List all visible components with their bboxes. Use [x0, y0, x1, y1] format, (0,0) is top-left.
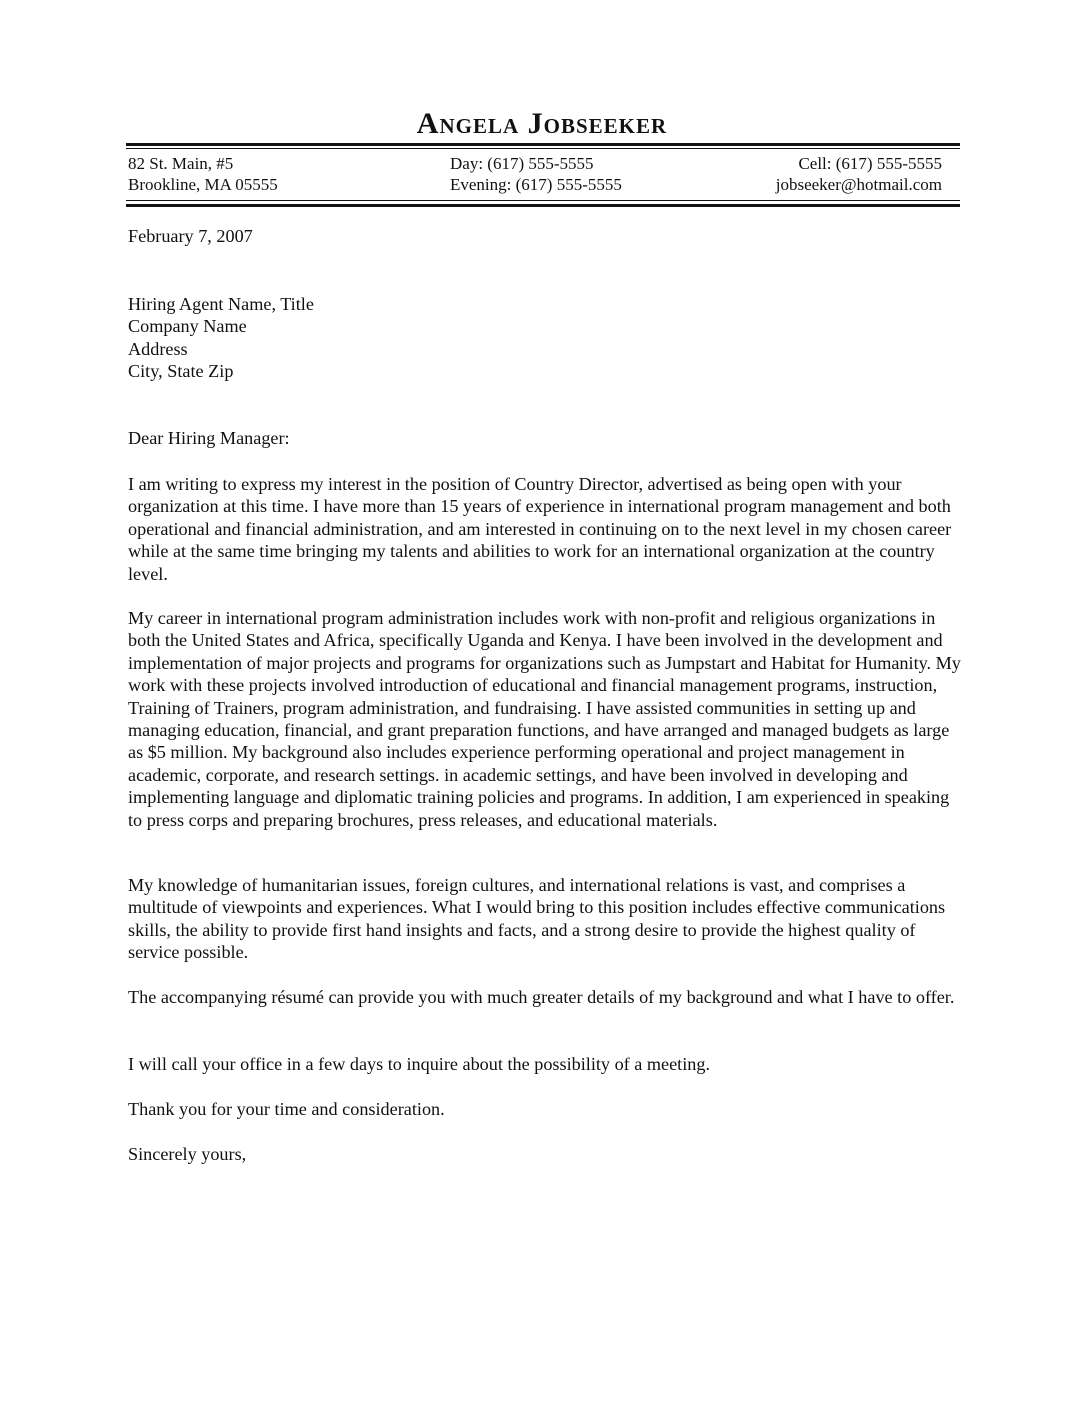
- paragraph-follow-up: I will call your office in a few days to inquire about the possibility of a meeting.: [128, 1054, 711, 1074]
- cell-phone: Cell: (617) 555-5555: [798, 154, 942, 173]
- header-rule-bottom-thin: [126, 200, 960, 201]
- contact-phone-block: [450, 153, 622, 195]
- salutation: Dear Hiring Manager:: [128, 428, 290, 448]
- paragraph-knowledge: My knowledge of humanitarian issues, foreign cultures, and international relations is vast, and comprises a multitude of viewpoints and experiences. What I would bring to this position includes effective communications skills, the ability to provide first hand insights and facts, and a strong desire to provide the highest quality of service possible.: [128, 875, 946, 963]
- letter-date: February 7, 2007: [128, 226, 253, 246]
- recipient-line-3: Address: [128, 338, 188, 359]
- paragraph-resume: The accompanying résumé can provide you with much greater details of my background and what I have to offer.: [128, 987, 955, 1007]
- contact-cell-email-block: [776, 153, 942, 195]
- recipient-line-1: Hiring Agent Name, Title: [128, 294, 314, 314]
- header-rule-bottom-thick: [126, 204, 960, 207]
- address-line-1: 82 St. Main, #5: [128, 154, 234, 173]
- paragraph-career: My career in international program administration includes work with non-profit and religious organizations in both the United States and Africa, specifically Uganda and Kenya. I have been involved in the development and implementation of major projects and programs for organizations such as Jumpstart and Habitat for Humanity. My work with these projects involved introduction of educational and financial management programs, instruction, Training of Trainers, program administration, and fundraising. I have assisted communities in setting up and managing education, financial, and grant preparation functions, and have arranged and managed budgets as large as $5 million. My background also includes experience performing operational and project management in academic, corporate, and research settings. in academic settings, and have been involved in developing and implementing language and diplomatic training policies and programs. In addition, I am experienced in speaking to press corps and preparing brochures, press releases, and educational materials.: [128, 608, 961, 830]
- contact-address-block: [128, 153, 278, 195]
- header-rule-top-thick: [126, 143, 960, 146]
- recipient-address: [128, 293, 314, 383]
- applicant-name: Angela Jobseeker: [416, 107, 668, 140]
- paragraph-intro: I am writing to express my interest in the position of Country Director, advertised as being open with your organization at this time. I have more than 15 years of experience in international program management and both operational and financial administration, and am interested in continuing on to the next level in my chosen career while at the same time bringing my talents and abilities to work for an international organization at the country level.: [128, 474, 952, 584]
- recipient-line-4: City, State Zip: [128, 361, 234, 382]
- header-rule-top-thin: [126, 148, 960, 149]
- address-line-2: Brookline, MA 05555: [128, 175, 278, 194]
- day-phone: Day: (617) 555-5555: [450, 154, 594, 173]
- paragraph-thanks: Thank you for your time and consideration.: [128, 1099, 445, 1119]
- recipient-line-2: Company Name: [128, 316, 247, 337]
- email: jobseeker@hotmail.com: [775, 175, 942, 194]
- closing: Sincerely yours,: [128, 1144, 247, 1164]
- evening-phone: Evening: (617) 555-5555: [450, 175, 622, 194]
